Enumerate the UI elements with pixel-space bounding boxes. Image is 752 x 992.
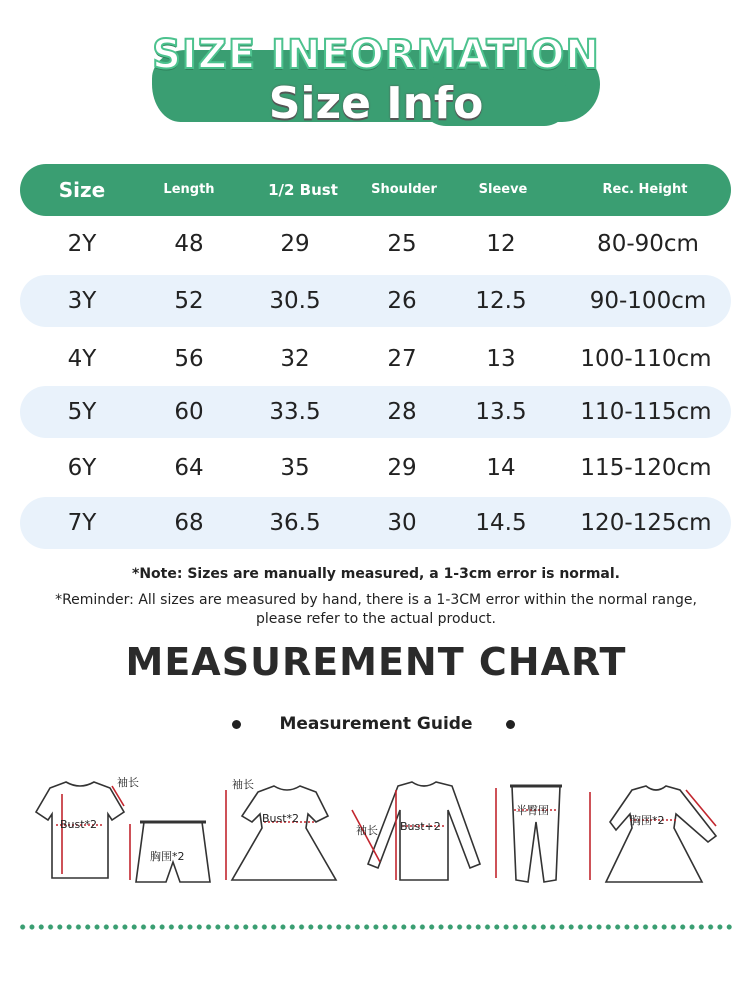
- cell-sleeve: 12.5: [475, 288, 527, 314]
- cell-half-bust: 35: [280, 455, 310, 481]
- cell-size: 3Y: [67, 288, 97, 314]
- cell-half-bust: 32: [280, 346, 310, 372]
- cell-length: 56: [174, 346, 204, 372]
- label-chest: 胸围*2: [150, 850, 185, 863]
- pants-diagram: [496, 786, 562, 882]
- cell-length: 60: [174, 399, 204, 425]
- cell-size: 6Y: [67, 455, 97, 481]
- bullet-dot-right: [506, 720, 515, 729]
- col-length: Length: [163, 182, 215, 197]
- size-reminder: *Reminder: All sizes are measured by hand, there is a 1-3CM error within the normal range, please refer to the actual product.: [55, 592, 697, 627]
- cell-rec-height: 100-110cm: [580, 346, 712, 372]
- cell-shoulder: 29: [387, 455, 417, 481]
- dress-diagram: [226, 777, 336, 880]
- long-sleeve-diagram: [352, 782, 480, 880]
- label-bust-x2-dress: Bust*2: [262, 812, 300, 825]
- label-chest-dress: 胸围*2: [630, 814, 665, 827]
- label-sleeve-long: 袖长: [356, 824, 378, 837]
- table-row: [20, 497, 731, 549]
- long-dress-diagram: [590, 786, 716, 882]
- table-row: [20, 442, 731, 494]
- cell-half-bust: 33.5: [269, 399, 321, 425]
- cell-length: 48: [174, 231, 204, 257]
- table-row: [20, 333, 731, 385]
- shorts-diagram: [130, 822, 210, 882]
- col-half-bust: 1/2 Bust: [268, 181, 338, 199]
- cell-rec-height: 80-90cm: [597, 231, 699, 257]
- col-size: Size: [58, 178, 106, 202]
- cell-rec-height: 120-125cm: [580, 510, 712, 536]
- cell-length: 64: [174, 455, 204, 481]
- cell-rec-height: 115-120cm: [580, 455, 712, 481]
- cell-half-bust: 30.5: [269, 288, 321, 314]
- tshirt-diagram: [36, 775, 139, 878]
- cell-rec-height: 90-100cm: [589, 288, 707, 314]
- size-note: *Note: Sizes are manually measured, a 1-3cm error is normal.: [132, 566, 620, 582]
- table-header: [20, 164, 731, 216]
- label-bust-plus2: Bust+2: [400, 820, 441, 833]
- page-subtitle: Size Info: [268, 78, 484, 129]
- cell-sleeve: 14.5: [475, 510, 527, 536]
- col-rec-height: Rec. Height: [602, 182, 688, 197]
- cell-shoulder: 27: [387, 346, 417, 372]
- measurement-diagrams: [0, 770, 752, 900]
- cell-sleeve: 13.5: [475, 399, 527, 425]
- label-sleeve-dress: 袖长: [232, 778, 254, 791]
- cell-size: 4Y: [67, 346, 97, 372]
- cell-shoulder: 26: [387, 288, 417, 314]
- measurement-chart-title: MEASUREMENT CHART: [125, 640, 627, 684]
- cell-shoulder: 30: [387, 510, 417, 536]
- page-title: SIZE INEORMATION: [152, 32, 600, 78]
- cell-length: 52: [174, 288, 204, 314]
- table-row: [20, 386, 731, 438]
- cell-shoulder: 28: [387, 399, 417, 425]
- cell-size: 5Y: [67, 399, 97, 425]
- cell-rec-height: 110-115cm: [580, 399, 712, 425]
- cell-sleeve: 13: [486, 346, 516, 372]
- col-sleeve: Sleeve: [478, 182, 528, 197]
- table-row: [20, 275, 731, 327]
- dotted-divider: [18, 924, 734, 930]
- cell-size: 2Y: [67, 231, 97, 257]
- cell-half-bust: 36.5: [269, 510, 321, 536]
- col-shoulder: Shoulder: [371, 182, 437, 197]
- label-half-waist: 半臀围: [516, 804, 549, 817]
- label-sleeve: 袖长: [117, 776, 139, 789]
- cell-length: 68: [174, 510, 204, 536]
- cell-sleeve: 14: [486, 455, 516, 481]
- table-row: [20, 218, 731, 270]
- cell-sleeve: 12: [486, 231, 516, 257]
- cell-half-bust: 29: [280, 231, 310, 257]
- cell-shoulder: 25: [387, 231, 417, 257]
- measurement-guide-label: Measurement Guide: [279, 714, 473, 734]
- cell-size: 7Y: [67, 510, 97, 536]
- label-bust-x2: Bust*2: [60, 818, 98, 831]
